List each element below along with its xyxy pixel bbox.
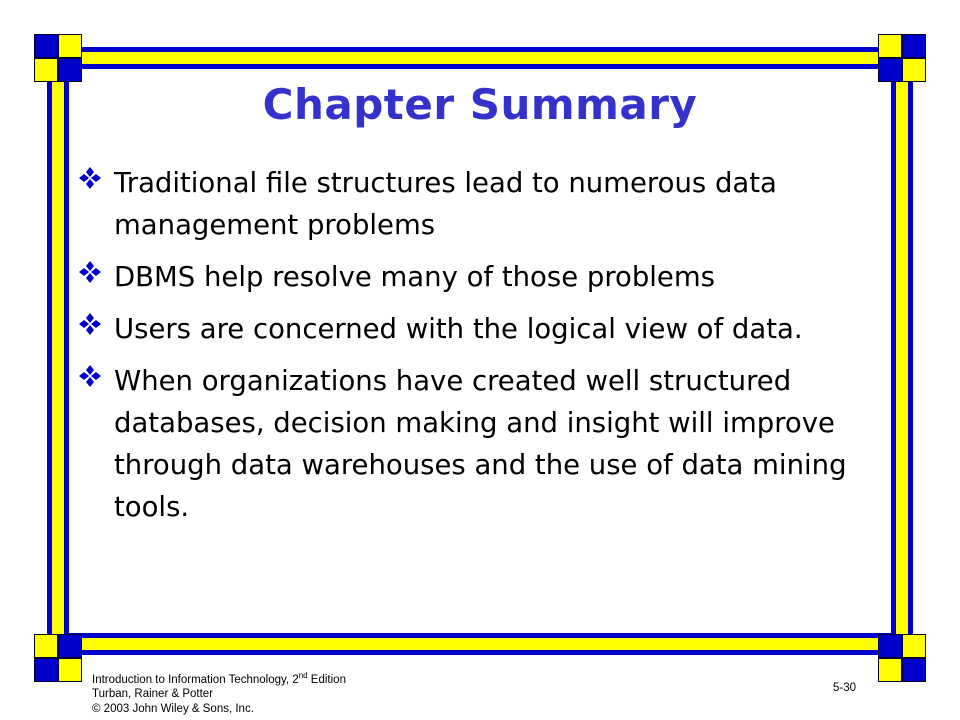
bullet-text: When organizations have created well structured databases, decision making and insight will improve through data warehouses and the use of data mining tools. [114,365,847,523]
four-diamond-bullet-icon [78,364,102,388]
footer-book-title: Introduction to Information Technology, 2nd Edition [92,671,346,686]
bullet-item [74,162,884,246]
frame-right-bar [891,58,913,662]
bullet-item [74,256,884,298]
slide-title: Chapter Summary [262,80,698,129]
frame-corner-top-right [878,34,926,82]
bullet-item [74,360,884,528]
four-diamond-bullet-icon [78,260,102,284]
bullet-text: Traditional file structures lead to numerous data management problems [114,167,777,241]
frame-corner-top-left [34,34,82,82]
bullet-text: DBMS help resolve many of those problems [114,261,715,293]
frame-corner-bottom-right [878,634,926,682]
footer-copyright: © 2003 John Wiley & Sons, Inc. [92,702,254,715]
page-number: 5-30 [833,682,857,694]
frame-corner-bottom-left [34,634,82,682]
bullet-item [74,308,884,350]
four-diamond-bullet-icon [78,166,102,190]
slide-footer [92,669,346,716]
bullet-list [74,162,884,538]
frame-top-bar [58,47,902,69]
frame-left-bar [47,58,69,662]
frame-bottom-bar [58,633,902,655]
footer-authors: Turban, Rainer & Potter [92,688,214,701]
four-diamond-bullet-icon [78,312,102,336]
bullet-text: Users are concerned with the logical view of data. [114,313,803,345]
